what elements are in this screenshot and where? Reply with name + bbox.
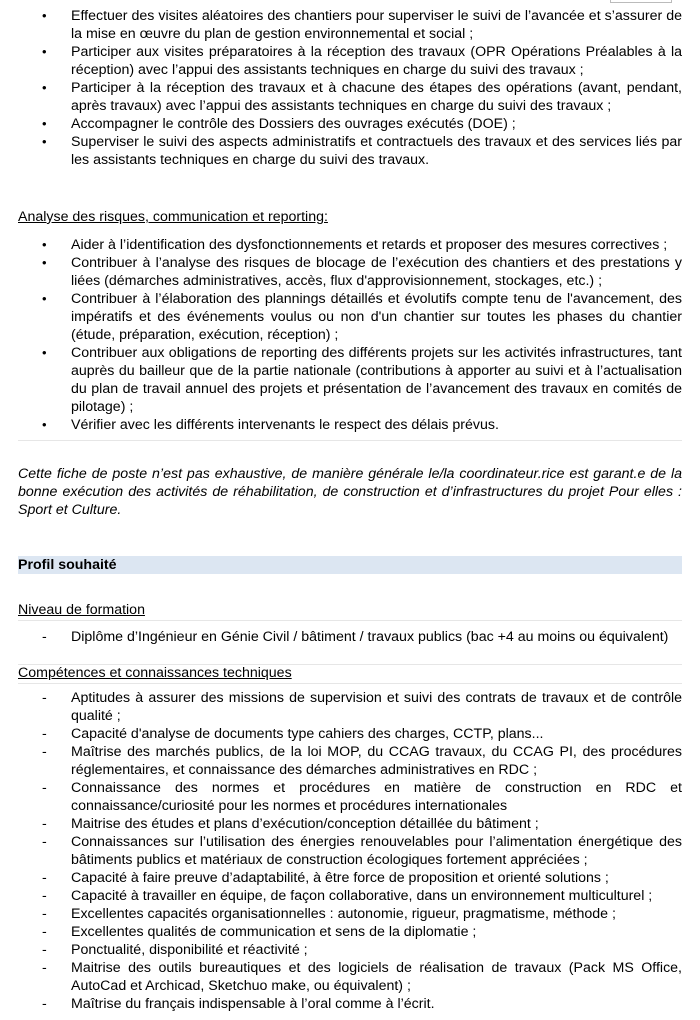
- bullet-marker: •: [42, 44, 47, 59]
- dash-marker: -: [42, 816, 47, 832]
- list-item: - Maîtrise du français indispensable à l’oral comme à l’écrit.: [42, 996, 435, 1012]
- list-item: - Maîtrise des marchés publics, de la loi MOP, du CCAG travaux, du CCAG PI, des procédures réglementaires, et connaissance des démarches administratives en RDC ;: [42, 744, 682, 778]
- education-heading: Niveau de formation: [18, 602, 145, 618]
- list-item: - Maitrise des études et plans d’exécution/conception détaillée du bâtiment ;: [42, 816, 539, 832]
- list-item: - Capacité à faire preuve d’adaptabilité, à être force de proposition et orienté solutions ;: [42, 870, 609, 886]
- list-item: - Excellentes capacités organisationnelles : autonomie, rigueur, pragmatisme, méthode ;: [42, 906, 616, 922]
- education-list: [18, 628, 682, 646]
- profile-section-title: Profil souhaité: [18, 556, 682, 574]
- bullet-marker: •: [42, 345, 47, 360]
- list-item: • Contribuer aux obligations de reporting des différents projets sur les activités infrastructures, tant auprès du bailleur que de la partie nationale (contributions à apporter au suivi et à l’actualisation du plan de travail annuel des projets et présentation de l’avancement des travaux en comités de pilotage) ;: [42, 345, 682, 415]
- section-divider: [18, 440, 682, 441]
- list-item: • Effectuer des visites aléatoires des chantiers pour superviser le suivi de l’avancée et s’assurer de la mise en œuvre du plan de gestion environnemental et social ;: [42, 8, 682, 42]
- dash-marker: -: [42, 690, 47, 706]
- dash-marker: -: [42, 924, 47, 940]
- dash-marker: -: [42, 726, 47, 742]
- section-divider: [18, 683, 682, 684]
- top-bullet-list: [18, 7, 682, 169]
- bullet-marker: •: [42, 8, 47, 23]
- list-item: - Excellentes qualités de communication et sens de la diplomatie ;: [42, 924, 477, 940]
- list-item: • Superviser le suivi des aspects administratifs et contractuels des travaux et des services liés par les assistants techniques en charge du suivi des travaux.: [42, 134, 682, 168]
- dash-marker: -: [42, 888, 47, 904]
- skills-list: [18, 689, 682, 1013]
- risk-bullet-list: [18, 236, 682, 434]
- top-bullet-block: [18, 7, 682, 169]
- disclaimer-note: Cette fiche de poste n’est pas exhaustive, de manière générale le/la coordinateur.rice est garant.e de la bonne exécution des activités de réhabilitation, de construction et d’infrastructures du projet Pour elles : Sport et Culture.: [18, 466, 682, 518]
- section-divider: [18, 620, 682, 621]
- list-item: • Contribuer à l’élaboration des plannings détaillés et évolutifs compte tenu de l'avancement, des impératifs et des événements voulus ou non d'un chantier sur toutes les phases du chantier (étude, préparation, exécution, réception) ;: [42, 291, 682, 343]
- list-item: • Aider à l’identification des dysfonctionnements et retards et proposer des mesures correctives ;: [42, 237, 668, 253]
- list-item: - Capacité à travailler en équipe, de façon collaborative, dans un environnement multiculturel ;: [42, 888, 653, 904]
- list-item: - Maitrise des outils bureautiques et des logiciels de réalisation de travaux (Pack MS Office, AutoCad et Archicad, Sketchuo make, ou équivalent) ;: [42, 960, 682, 994]
- bullet-marker: •: [42, 80, 47, 95]
- education-list-block: [18, 628, 682, 646]
- dash-marker: -: [42, 629, 47, 645]
- skills-heading: Compétences et connaissances techniques: [18, 665, 292, 681]
- bullet-marker: •: [42, 134, 47, 149]
- bullet-marker: •: [42, 255, 47, 270]
- dash-marker: -: [42, 996, 47, 1012]
- list-item: - Capacité d'analyse de documents type cahiers des charges, CCTP, plans...: [42, 726, 544, 742]
- header-box-edge: [610, 0, 672, 3]
- list-item: - Connaissances sur l’utilisation des énergies renouvelables pour l’alimentation énergétique des bâtiments publics et matériaux de construction écologiques fortement appréciées ;: [42, 834, 682, 868]
- bullet-marker: •: [42, 237, 47, 252]
- bullet-marker: •: [42, 116, 47, 131]
- list-item: - Connaissance des normes et procédures en matière de construction en RDC et connaissance/curiosité pour les normes et procédures internationales: [42, 780, 682, 814]
- dash-marker: -: [42, 942, 47, 958]
- dash-marker: -: [42, 780, 47, 796]
- dash-marker: -: [42, 870, 47, 886]
- dash-marker: -: [42, 906, 47, 922]
- risk-bullet-block: [18, 236, 682, 434]
- list-item: • Vérifier avec les différents intervenants le respect des délais prévus.: [42, 417, 499, 433]
- bullet-marker: •: [42, 417, 47, 432]
- skills-list-block: [18, 689, 682, 1013]
- dash-marker: -: [42, 960, 47, 976]
- list-item: - Aptitudes à assurer des missions de supervision et suivi des contrats de travaux et de contrôle qualité ;: [42, 690, 682, 724]
- list-item: - Diplôme d’Ingénieur en Génie Civil / bâtiment / travaux publics (bac +4 au moins ou équivalent): [42, 629, 669, 645]
- list-item: • Contribuer à l’analyse des risques de blocage de l’exécution des chantiers et des prestations y liées (démarches administratives, accès, flux d'approvisionnement, stockages, etc.) ;: [42, 255, 682, 289]
- list-item: • Participer à la réception des travaux et à chacune des étapes des opérations (avant, pendant, après travaux) avec l’appui des assistants techniques en charge du suivi des travaux ;: [42, 80, 682, 114]
- list-item: • Accompagner le contrôle des Dossiers des ouvrages exécutés (DOE) ;: [42, 116, 516, 132]
- list-item: • Participer aux visites préparatoires à la réception des travaux (OPR Opérations Préalables à la réception) avec l’appui des assistants techniques en charge du suivi des travaux ;: [42, 44, 682, 78]
- list-item: - Ponctualité, disponibilité et réactivité ;: [42, 942, 308, 958]
- risk-section-heading: Analyse des risques, communication et reporting:: [18, 209, 328, 225]
- dash-marker: -: [42, 834, 47, 850]
- dash-marker: -: [42, 744, 47, 760]
- bullet-marker: •: [42, 291, 47, 306]
